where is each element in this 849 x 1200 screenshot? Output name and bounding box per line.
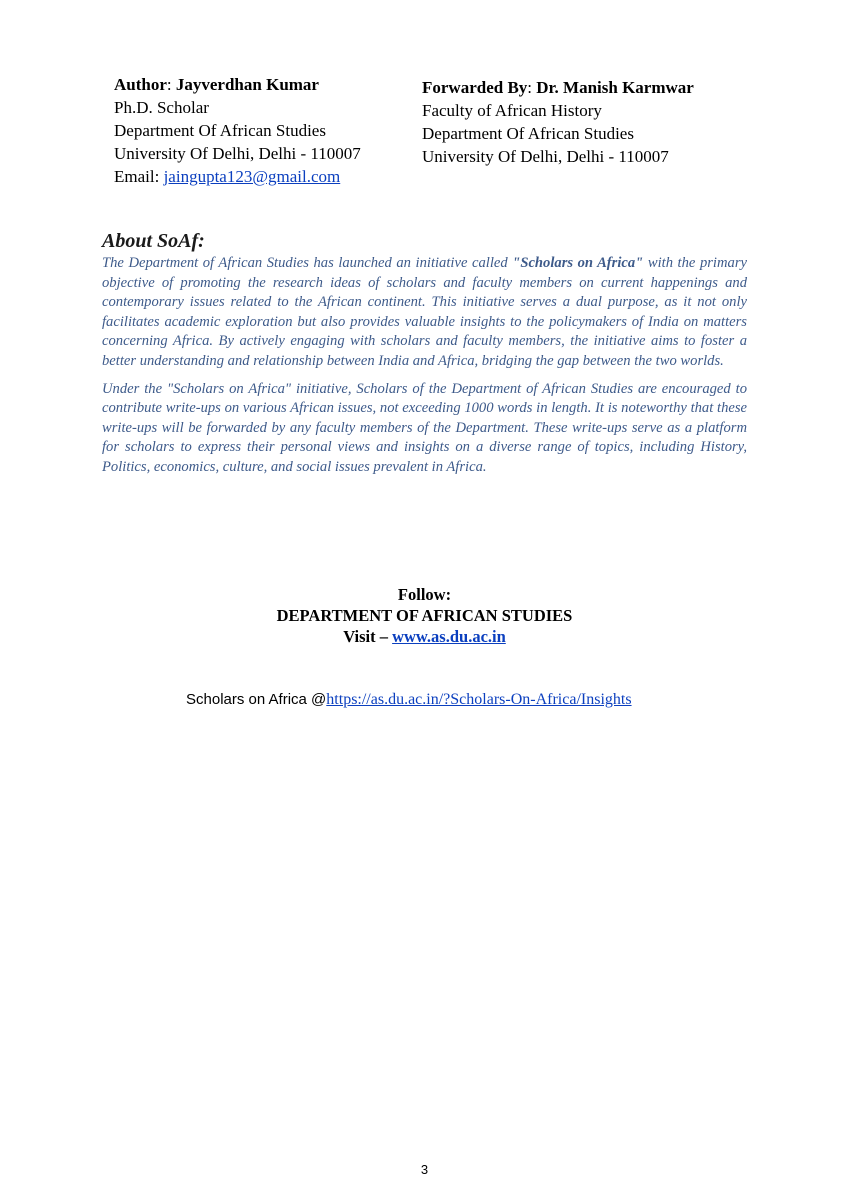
page-number: 3 [420,1162,429,1177]
insights-label: Scholars on Africa @ [186,691,327,708]
about-p1-after: with the primary objective of promoting the research ideas of scholars and faculty members on current happenings and contemporary issues related to the African continent. This initiative serves a dual purpose, as it not only facilitates academic exploration but also provides valuable insights to the policymakers of India on matters concerning Africa. By actively engaging with scholars and faculty members, the initiative aims to foster a better understanding and relationship between India and Africa, bridging the gap between the two worlds. [102,255,747,369]
author-email-line [114,165,404,188]
about-title: About SoAf: [102,230,205,252]
forwarded-department: Department Of African Studies [422,124,634,143]
follow-visit-label: Visit – [343,627,393,646]
forwarded-label: Forwarded By [422,78,528,97]
forwarded-separator: : [527,78,537,97]
about-section [102,228,747,486]
author-department: Department Of African Studies [114,121,326,140]
author-email-link[interactable]: jaingupta123@gmail.com [163,167,341,186]
forwarded-line [422,76,752,99]
follow-section [0,584,849,647]
insights-link[interactable]: https://as.du.ac.in/?Scholars-On-Africa/Insights [326,691,632,708]
author-separator: : [166,75,176,94]
forwarded-block [422,76,752,168]
author-email-label: Email: [114,167,164,186]
follow-heading: Follow: [397,585,452,604]
about-p1-initiative: "Scholars on Africa" [512,255,644,271]
author-block [114,73,404,188]
author-label: Author [114,75,167,94]
author-university: University Of Delhi, Delhi - 110007 [114,144,361,163]
follow-visit-line [0,626,849,647]
about-paragraph-2: Under the "Scholars on Africa" initiative, Scholars of the Department of African Studies are encouraged to contribute write-ups on various African issues, not exceeding 1000 words in length. It is noteworthy that these write-ups will be forwarded by any faculty members of the Department. These write-ups serve as a platform for scholars to express their personal views and insights on a diverse range of topics, including History, Politics, economics, culture, and social issues prevalent in Africa. [102,380,747,475]
author-role: Ph.D. Scholar [114,98,209,117]
about-p1-before: The Department of African Studies has launched an initiative called [102,255,513,271]
author-name: Jayverdhan Kumar [175,75,319,94]
forwarded-faculty: Faculty of African History [422,101,602,120]
follow-department: DEPARTMENT OF AFRICAN STUDIES [276,606,573,625]
about-paragraph-1 [102,254,747,372]
forwarded-name: Dr. Manish Karmwar [536,78,694,97]
author-line [114,73,404,96]
forwarded-university: University Of Delhi, Delhi - 110007 [422,147,669,166]
website-link[interactable]: www.as.du.ac.in [392,627,506,646]
insights-line [186,689,632,711]
